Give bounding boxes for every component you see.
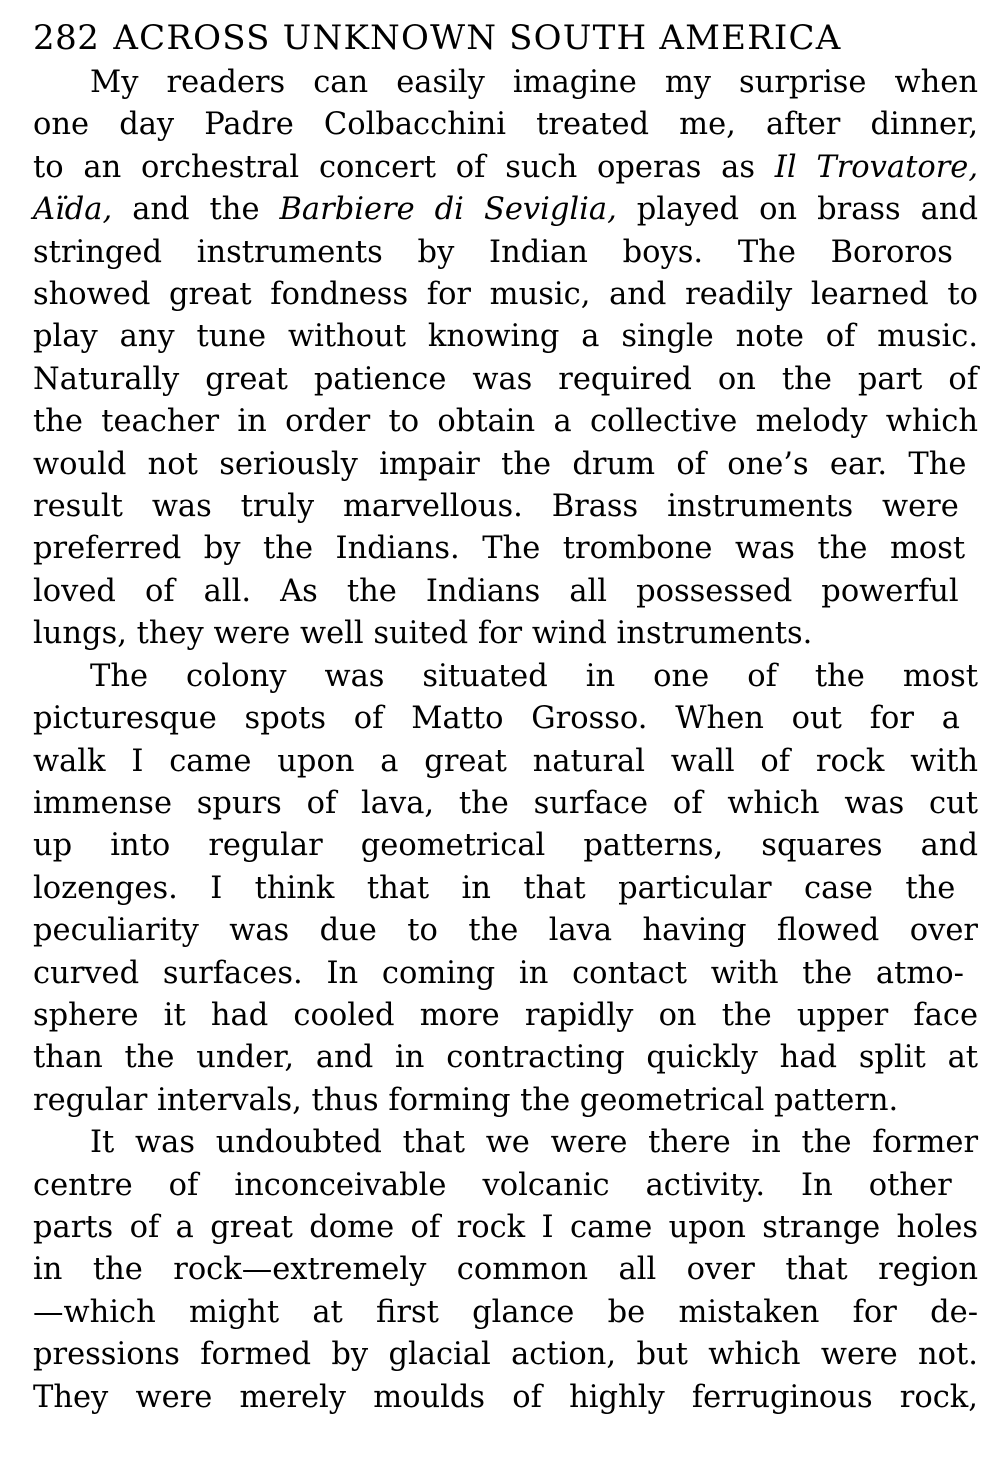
- running-header: [33, 14, 978, 62]
- italic-title: Barbiere di Seviglia,: [279, 192, 617, 228]
- text-line: preferred by the Indians. The trombone was the most: [33, 531, 966, 567]
- text-line: than the under, and in contracting quickly had split at: [33, 1040, 979, 1076]
- text-line: —which might at first glance be mistaken for de-: [33, 1294, 979, 1330]
- text-line: pressions formed by glacial action, but which were not.: [33, 1337, 978, 1373]
- text-line: Aïda, and the Barbiere di Seviglia, played on brass and: [33, 192, 979, 228]
- text-line: curved surfaces. In coming in contact with the atmo-: [33, 955, 964, 991]
- text-line: one day Padre Colbacchini treated me, after dinner,: [33, 107, 979, 143]
- text-line: parts of a great dome of rock I came upon strange holes: [33, 1209, 979, 1245]
- text-line: lozenges. I think that in that particular case the: [33, 870, 956, 906]
- text-line: regular intervals, thus forming the geometrical pattern.: [33, 1082, 899, 1118]
- text-line: sphere it had cooled more rapidly on the upper face: [33, 997, 979, 1033]
- italic-title: Il Trovatore,: [774, 149, 979, 185]
- text-line: lungs, they were well suited for wind instruments.: [33, 616, 813, 652]
- text-line: Naturally great patience was required on the part of: [33, 361, 979, 397]
- text-line: result was truly marvellous. Brass instruments were: [33, 489, 959, 525]
- text-line: the teacher in order to obtain a collective melody which: [33, 404, 979, 440]
- text-line: walk I came upon a great natural wall of rock with: [33, 743, 978, 779]
- text-line: showed great fondness for music, and readily learned to: [33, 277, 978, 313]
- text-line: loved of all. As the Indians all possessed powerful: [33, 573, 959, 609]
- text-line: to an orchestral concert of such operas as Il Trovatore,: [33, 149, 979, 185]
- book-page: [33, 14, 978, 1419]
- text-line: stringed instruments by Indian boys. The Bororos: [33, 234, 953, 270]
- page-number: 282: [33, 18, 100, 58]
- text-line: It was undoubted that we were there in the former: [90, 1125, 979, 1161]
- text-line: up into regular geometrical patterns, squares and: [33, 828, 979, 864]
- body-text: [33, 62, 978, 1419]
- text-line: centre of inconceivable volcanic activity. In other: [33, 1167, 952, 1203]
- italic-title: Aïda,: [33, 192, 113, 228]
- text-line: peculiarity was due to the lava having flowed over: [33, 913, 978, 949]
- paragraph: [33, 62, 978, 656]
- text-line: They were merely moulds of highly ferruginous rock,: [33, 1379, 978, 1415]
- text-line: immense spurs of lava, the surface of which was cut: [33, 785, 979, 821]
- text-line: in the rock—extremely common all over that region: [33, 1252, 979, 1288]
- paragraph: [33, 1122, 978, 1419]
- text-line: The colony was situated in one of the most: [90, 658, 979, 694]
- text-line: picturesque spots of Matto Grosso. When out for a: [33, 701, 960, 737]
- text-line: would not seriously impair the drum of one’s ear. The: [33, 446, 967, 482]
- paragraph: [33, 656, 978, 1122]
- running-title: ACROSS UNKNOWN SOUTH AMERICA: [113, 18, 842, 58]
- text-line: My readers can easily imagine my surprise when: [90, 65, 979, 100]
- text-line: play any tune without knowing a single note of music.: [33, 319, 979, 355]
